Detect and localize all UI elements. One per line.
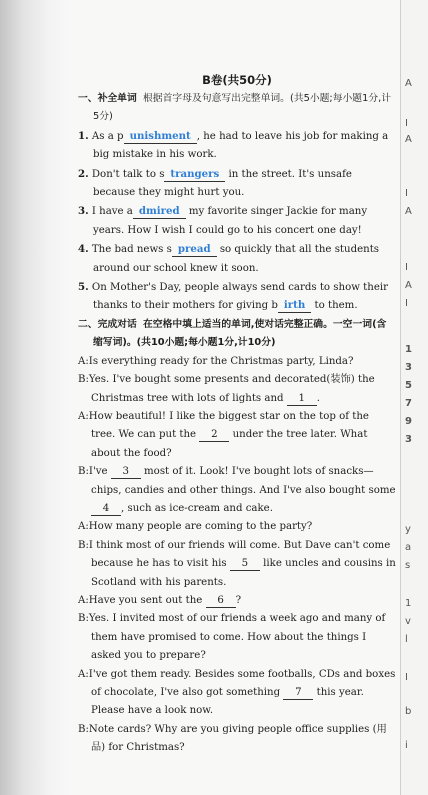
dialogue-text: Yes. I've bought some presents and decorated(装饰) the Christmas tree with lots of lights and [88, 374, 375, 404]
dialogue-line [78, 463, 396, 518]
item-text-before: The bad news s [91, 244, 172, 256]
facing-page-edge [400, 0, 428, 795]
margin-char: i [405, 740, 408, 751]
speaker-label: A: [78, 668, 89, 680]
margin-char: A [405, 78, 412, 89]
dialogue-line [78, 666, 396, 721]
section2-heading: 二、完成对话 [78, 318, 137, 330]
margin-char: I [405, 298, 408, 309]
item-text-before: On Mother's Day, people always send cards to show their thanks to their mothers for giving b [91, 282, 388, 312]
dialogue-line [78, 408, 396, 463]
speaker-label: A: [78, 410, 89, 422]
dialogue-text: Note cards? Why are you giving people office supplies (用品) for Christmas? [88, 723, 387, 754]
exercise-item [78, 127, 396, 165]
section1-heading: 一、补全单词 [78, 93, 137, 104]
margin-char: I [405, 188, 408, 199]
book-spine-shadow [0, 0, 70, 795]
exercise-item [78, 278, 396, 316]
answer-fill: trangers [164, 168, 225, 182]
blank-6[interactable]: 6 [206, 594, 236, 608]
blank-1[interactable]: 1 [287, 392, 317, 406]
dialogue-text: , such as ice-cream and cake. [121, 502, 273, 514]
dialogue-line [78, 721, 396, 758]
dialogue-text: Have you sent out the [88, 594, 206, 606]
margin-char: I [405, 118, 408, 129]
margin-char: I [405, 262, 408, 273]
exercise-item [78, 165, 396, 203]
answer-fill: irth [278, 299, 311, 313]
exercise-item [78, 240, 396, 278]
speaker-label: B: [78, 613, 89, 625]
margin-char: 3 [405, 362, 412, 373]
margin-char: 3 [405, 434, 412, 445]
speaker-label: B: [78, 466, 89, 478]
dialogue-line [78, 537, 396, 592]
margin-char: A [405, 280, 412, 291]
item-number: 3. [78, 205, 89, 218]
margin-char: s [405, 560, 411, 571]
speaker-label: A: [78, 594, 89, 606]
margin-char: v [405, 616, 411, 627]
dialogue-text: How many people are coming to the party? [88, 521, 313, 533]
answer-fill: unishment [124, 130, 197, 144]
speaker-label: B: [78, 374, 89, 386]
margin-char: b [405, 706, 412, 717]
dialogue-text: Yes. I invited most of our friends a week ago and many of them have promised to come. How about the things I asked you to prepare? [88, 613, 386, 662]
dialogue-text: I've got them ready. Besides some footballs, CDs and boxes of chocolate, I've also got something [88, 668, 396, 698]
section1-instructions: 根据首字母及句意写出完整单词。(共5小题;每小题1分,计5分) [93, 93, 392, 123]
item-text-after: in the street. It's unsafe because they might hurt you. [93, 168, 352, 199]
margin-char: 1 [405, 598, 412, 609]
speaker-label: A: [78, 355, 89, 367]
margin-char: 7 [405, 398, 412, 409]
dialogue-text: . [316, 392, 321, 404]
margin-char: y [405, 524, 411, 535]
section2-header [78, 316, 396, 353]
answer-fill: pread [172, 243, 217, 257]
blank-4[interactable]: 4 [91, 502, 121, 516]
speaker-label: A: [78, 521, 89, 533]
exercise-item [78, 202, 396, 240]
dialogue-text: I think most of our friends will come. But Dave can't come because he has to visit his [88, 539, 391, 570]
dialogue-line [78, 371, 396, 408]
item-text-after: , he had to leave his job for making a big mistake in his work. [93, 130, 389, 161]
dialogue-text: ? [235, 594, 242, 606]
dialogue-text: most of it. Look! I've bought lots of snacks—chips, candies and other things. And I've also bought some [91, 466, 396, 496]
dialogue-text: Is everything ready for the Christmas party, Linda? [88, 355, 354, 367]
answer-fill: dmired [133, 205, 186, 219]
item-text-after: my favorite singer Jackie for many years. How I wish I could go to his concert one day! [93, 206, 368, 236]
dialogue-text: I've [88, 466, 111, 478]
dialogue-text: this year. Please have a look now. [91, 687, 364, 717]
section1-header [78, 90, 396, 127]
dialogue-text: How beautiful! I like the biggest star on the top of the tree. We can put the [88, 410, 369, 441]
margin-char: 1 [405, 344, 412, 355]
blank-3[interactable]: 3 [111, 465, 141, 479]
margin-char: a [405, 542, 412, 553]
item-number: 4. [78, 243, 89, 256]
item-number: 5. [78, 281, 89, 294]
margin-char: 5 [405, 380, 412, 391]
dialogue-text: like uncles and cousins in Scotland with his parents. [91, 558, 396, 588]
item-text-after: so quickly that all the students around our school knew it soon. [93, 244, 380, 274]
section-title: B卷(共50分) [202, 73, 272, 87]
margin-char: A [405, 206, 412, 217]
item-text-before: As a p [91, 130, 124, 142]
dialogue-line [78, 518, 396, 536]
blank-7[interactable]: 7 [283, 686, 313, 700]
item-text-before: Don't talk to s [91, 168, 165, 180]
dialogue-line [78, 592, 396, 610]
margin-char: I [405, 672, 408, 683]
item-number: 1. [78, 129, 89, 142]
item-number: 2. [78, 167, 89, 180]
blank-2[interactable]: 2 [199, 428, 229, 442]
speaker-label: B: [78, 723, 89, 735]
margin-char: l [405, 634, 408, 645]
section2-instructions: 在空格中填上适当的单词,使对话完整正确。一空一词(含缩写词)。(共10小题;每小题1分,计10分) [93, 318, 387, 349]
margin-char: A [405, 134, 412, 145]
dialogue-line [78, 610, 396, 665]
blank-5[interactable]: 5 [230, 557, 260, 571]
dialogue-line [78, 353, 396, 371]
worksheet-content [78, 70, 396, 758]
speaker-label: B: [78, 539, 89, 551]
margin-char: 9 [405, 416, 412, 427]
dialogue-text: under the tree later. What about the food? [91, 429, 368, 459]
item-text-after: to them. [311, 300, 358, 312]
item-text-before: I have a [91, 206, 133, 218]
